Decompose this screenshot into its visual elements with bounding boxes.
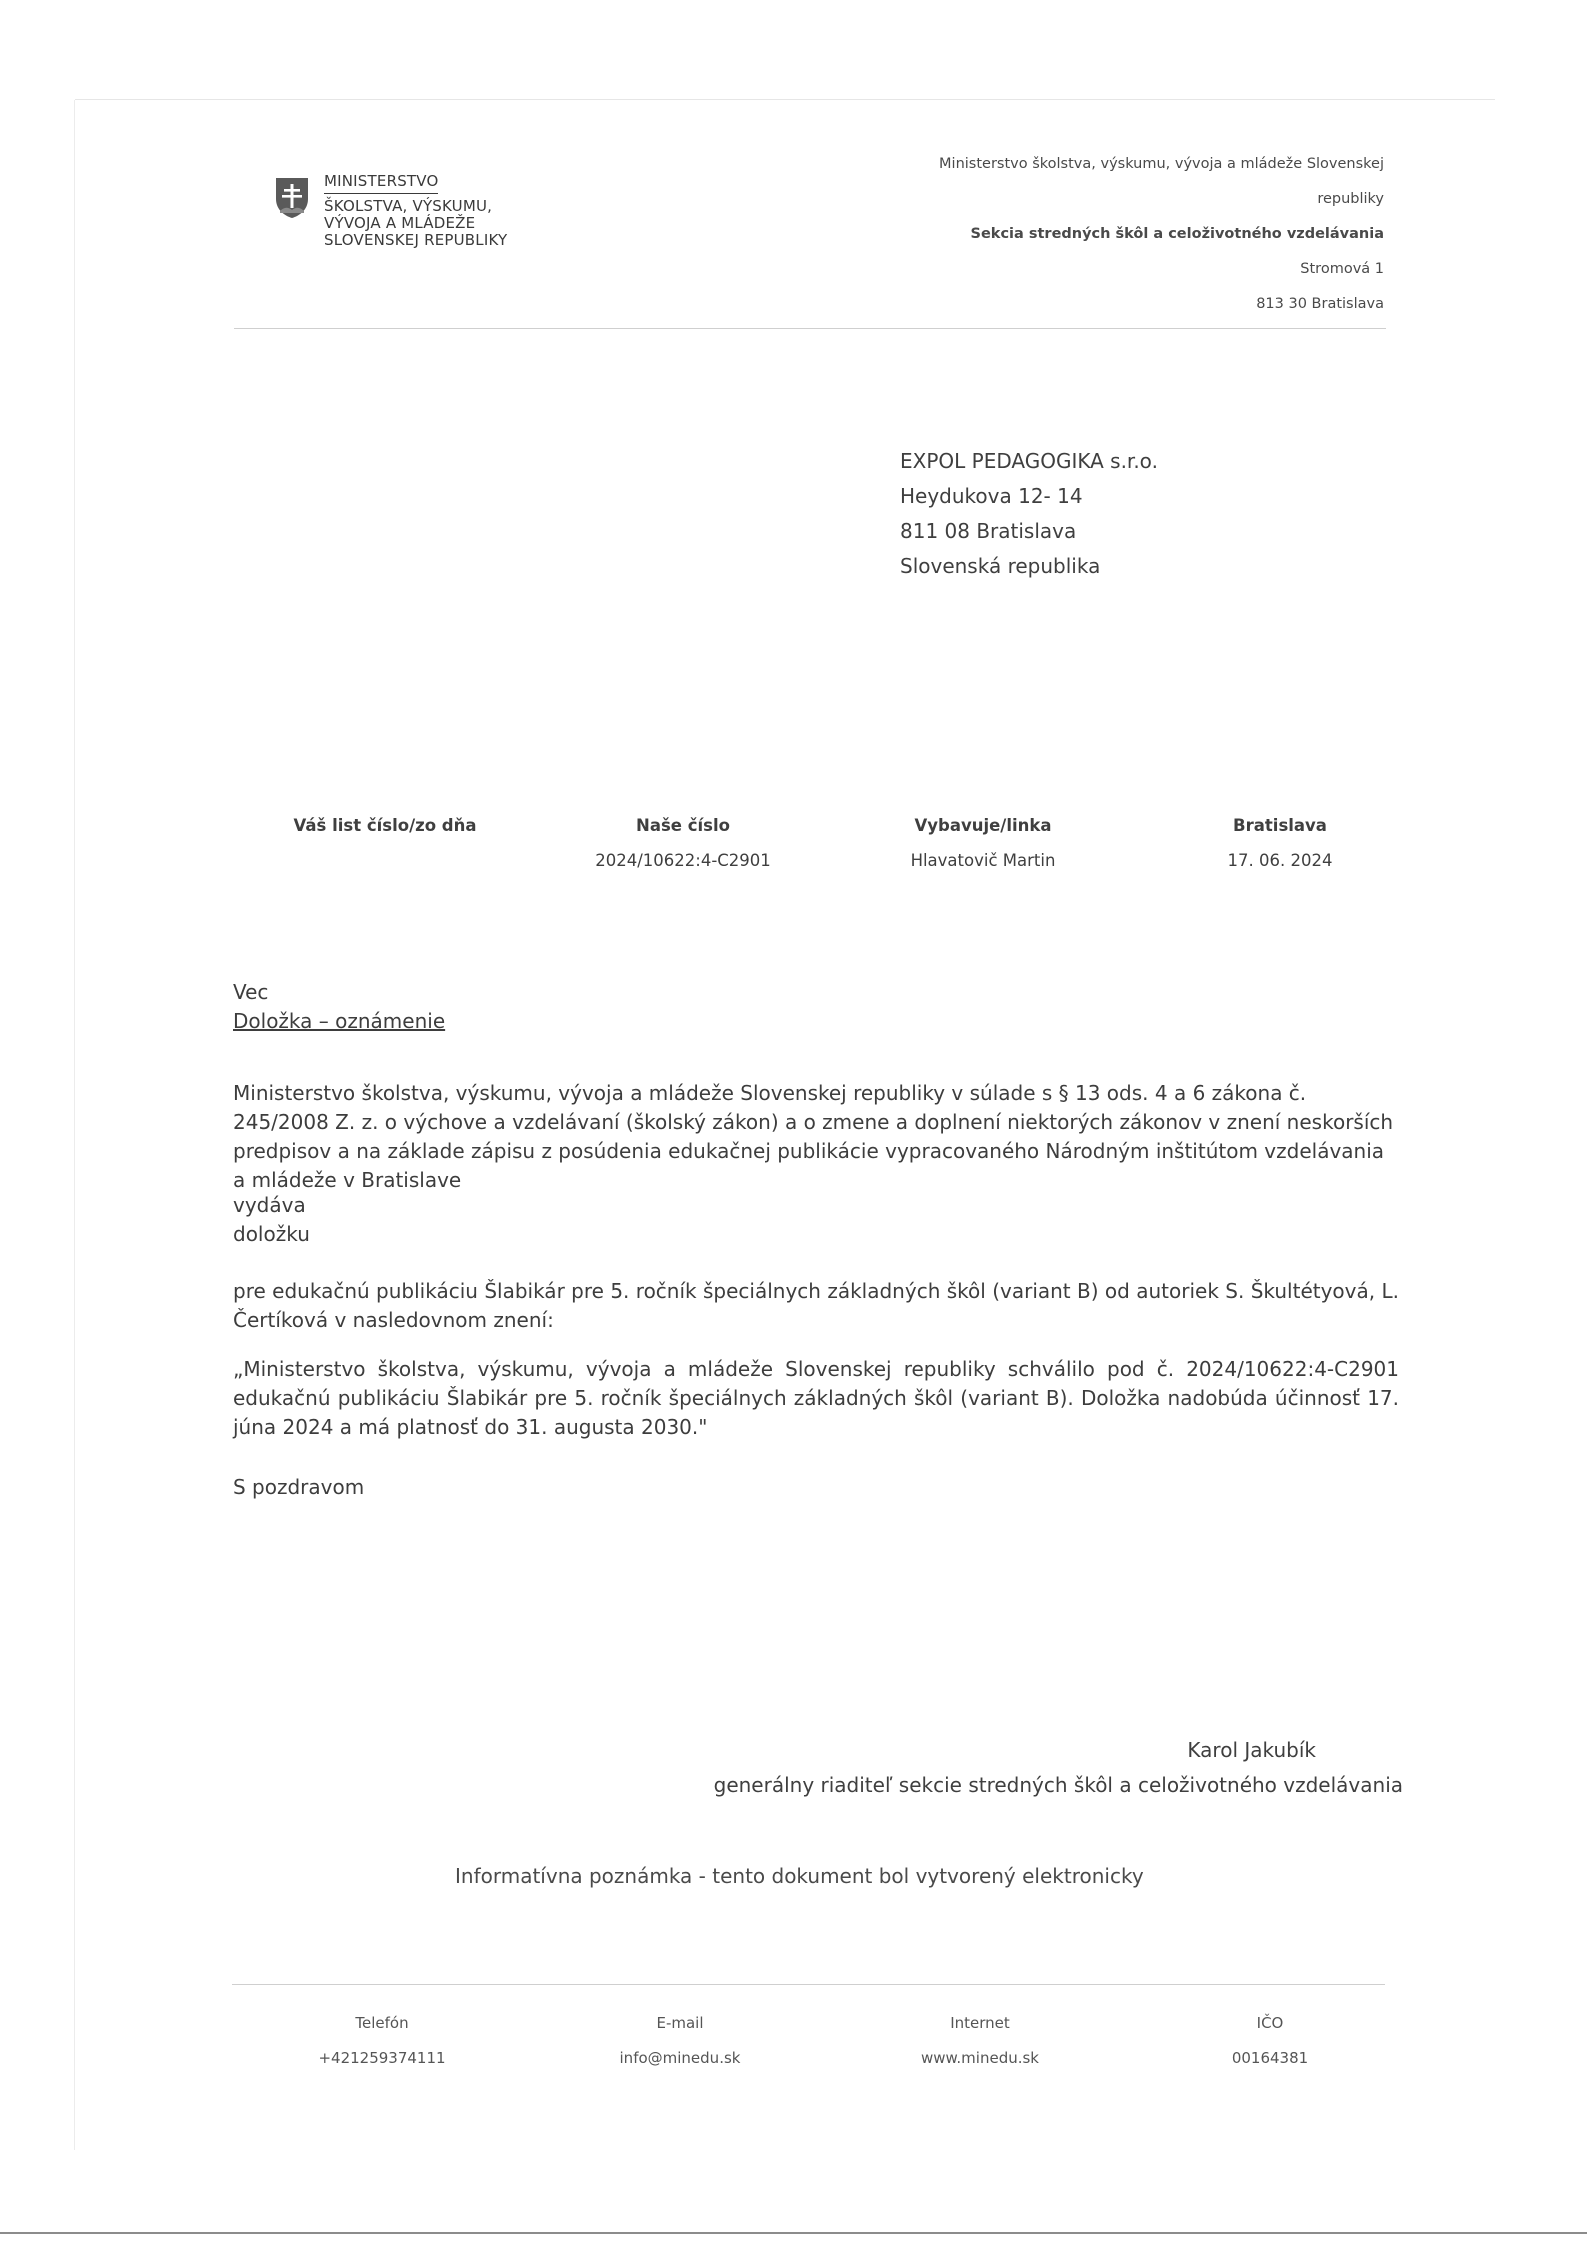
footer-phone xyxy=(282,2006,482,2076)
body-issues: vydáva xyxy=(233,1193,306,1217)
ref-handled-by xyxy=(883,808,1083,878)
logo-line-1: MINISTERSTVO xyxy=(324,173,438,194)
logo-text xyxy=(324,173,507,249)
ref-label: Váš list číslo/zo dňa xyxy=(293,816,477,835)
footer-label: IČO xyxy=(1256,2014,1284,2032)
logo-line-2: ŠKOLSTVA, VÝSKUMU, xyxy=(324,197,493,215)
subject-title: Doložka – oznámenie xyxy=(233,1009,446,1033)
sender-section: Sekcia stredných škôl a celoživotného vzdelávania xyxy=(970,226,1384,242)
ref-our-number xyxy=(573,808,793,878)
signature-block xyxy=(703,1733,1403,1803)
sender-city: 813 30 Bratislava xyxy=(1256,296,1384,312)
recipient-street: Heydukova 12- 14 xyxy=(900,484,1083,508)
informative-note: Informatívna poznámka - tento dokument bol vytvorený elektronicky xyxy=(455,1864,1144,1888)
closing-greeting: S pozdravom xyxy=(233,1475,365,1499)
ref-label: Vybavuje/linka xyxy=(914,816,1052,835)
body-paragraph-4: „Ministerstvo školstva, výskumu, vývoja a mládeže Slovenskej republiky schválilo pod č. 2024/10622:4-C2901 edukačnú publikáciu Šlabikár pre 5. ročník špeciálnych základných škôl (variant B). Doložka nadobúda účinnosť 17. júna 2024 a má platnosť do 31. augusta 2030." xyxy=(233,1357,1399,1439)
scan-border-left xyxy=(74,100,75,2150)
ministry-logo xyxy=(271,173,611,263)
ref-value: 2024/10622:4-C2901 xyxy=(595,851,771,870)
logo-line-4: SLOVENSKEJ REPUBLIKY xyxy=(324,231,508,249)
subject-block xyxy=(233,978,1399,1036)
recipient-country: Slovenská republika xyxy=(900,554,1101,578)
footer-label: Telefón xyxy=(355,2014,409,2032)
footer-divider xyxy=(232,1984,1385,1985)
scan-border-bottom xyxy=(0,2232,1587,2234)
body-paragraph-1: Ministerstvo školstva, výskumu, vývoja a mládeže Slovenskej republiky v súlade s § 13 ods. 4 a 6 zákona č. 245/2008 Z. z. o výchove a vzdelávaní (školský zákon) a o zmene a doplnení niektorých zákonov v znení neskorších predpisov a na základe zápisu z posúdenia edukačnej publikácie vypracovaného Národným inštitútom vzdelávania a mládeže v Bratislave xyxy=(233,1081,1394,1192)
coat-of-arms-icon xyxy=(275,177,309,219)
recipient-company: EXPOL PEDAGOGIKA s.r.o. xyxy=(900,449,1158,473)
sender-street: Stromová 1 xyxy=(1300,261,1384,277)
recipient-city: 811 08 Bratislava xyxy=(900,519,1077,543)
recipient-address xyxy=(900,444,1158,584)
ref-label: Naše číslo xyxy=(636,816,730,835)
scan-border-top xyxy=(75,99,1495,100)
footer-ico xyxy=(1170,2006,1370,2076)
sender-line-1: Ministerstvo školstva, výskumu, vývoja a mládeže Slovenskej xyxy=(939,156,1384,172)
footer-internet xyxy=(880,2006,1080,2076)
footer-value: info@minedu.sk xyxy=(619,2049,741,2067)
footer-label: E-mail xyxy=(656,2014,704,2032)
ref-your-letter xyxy=(280,808,490,843)
body-clause: doložku xyxy=(233,1222,310,1246)
ref-place-date xyxy=(1190,808,1370,878)
body-issues-block xyxy=(233,1191,1399,1249)
sender-line-2: republiky xyxy=(1317,191,1384,207)
footer-label: Internet xyxy=(950,2014,1010,2032)
footer-value: +421259374111 xyxy=(318,2049,446,2067)
signatory-title: generálny riaditeľ sekcie stredných škôl a celoživotného vzdelávania xyxy=(713,1773,1403,1797)
logo-line-3: VÝVOJA A MLÁDEŽE xyxy=(324,214,476,232)
body-paragraph-3: pre edukačnú publikáciu Šlabikár pre 5. ročník špeciálnych základných škôl (variant B) od autoriek S. Škultétyová, L. Čertíková v nasledovnom znení: xyxy=(233,1279,1399,1332)
ref-label: Bratislava xyxy=(1233,816,1327,835)
footer-email xyxy=(580,2006,780,2076)
footer-value: 00164381 xyxy=(1231,2049,1309,2067)
ref-value: Hlavatovič Martin xyxy=(910,851,1056,870)
header-divider xyxy=(234,328,1386,329)
subject-label: Vec xyxy=(233,980,269,1004)
signatory-name: Karol Jakubík xyxy=(1187,1738,1316,1762)
footer-value: www.minedu.sk xyxy=(920,2049,1039,2067)
sender-address xyxy=(864,147,1384,322)
ref-value: 17. 06. 2024 xyxy=(1227,851,1333,870)
